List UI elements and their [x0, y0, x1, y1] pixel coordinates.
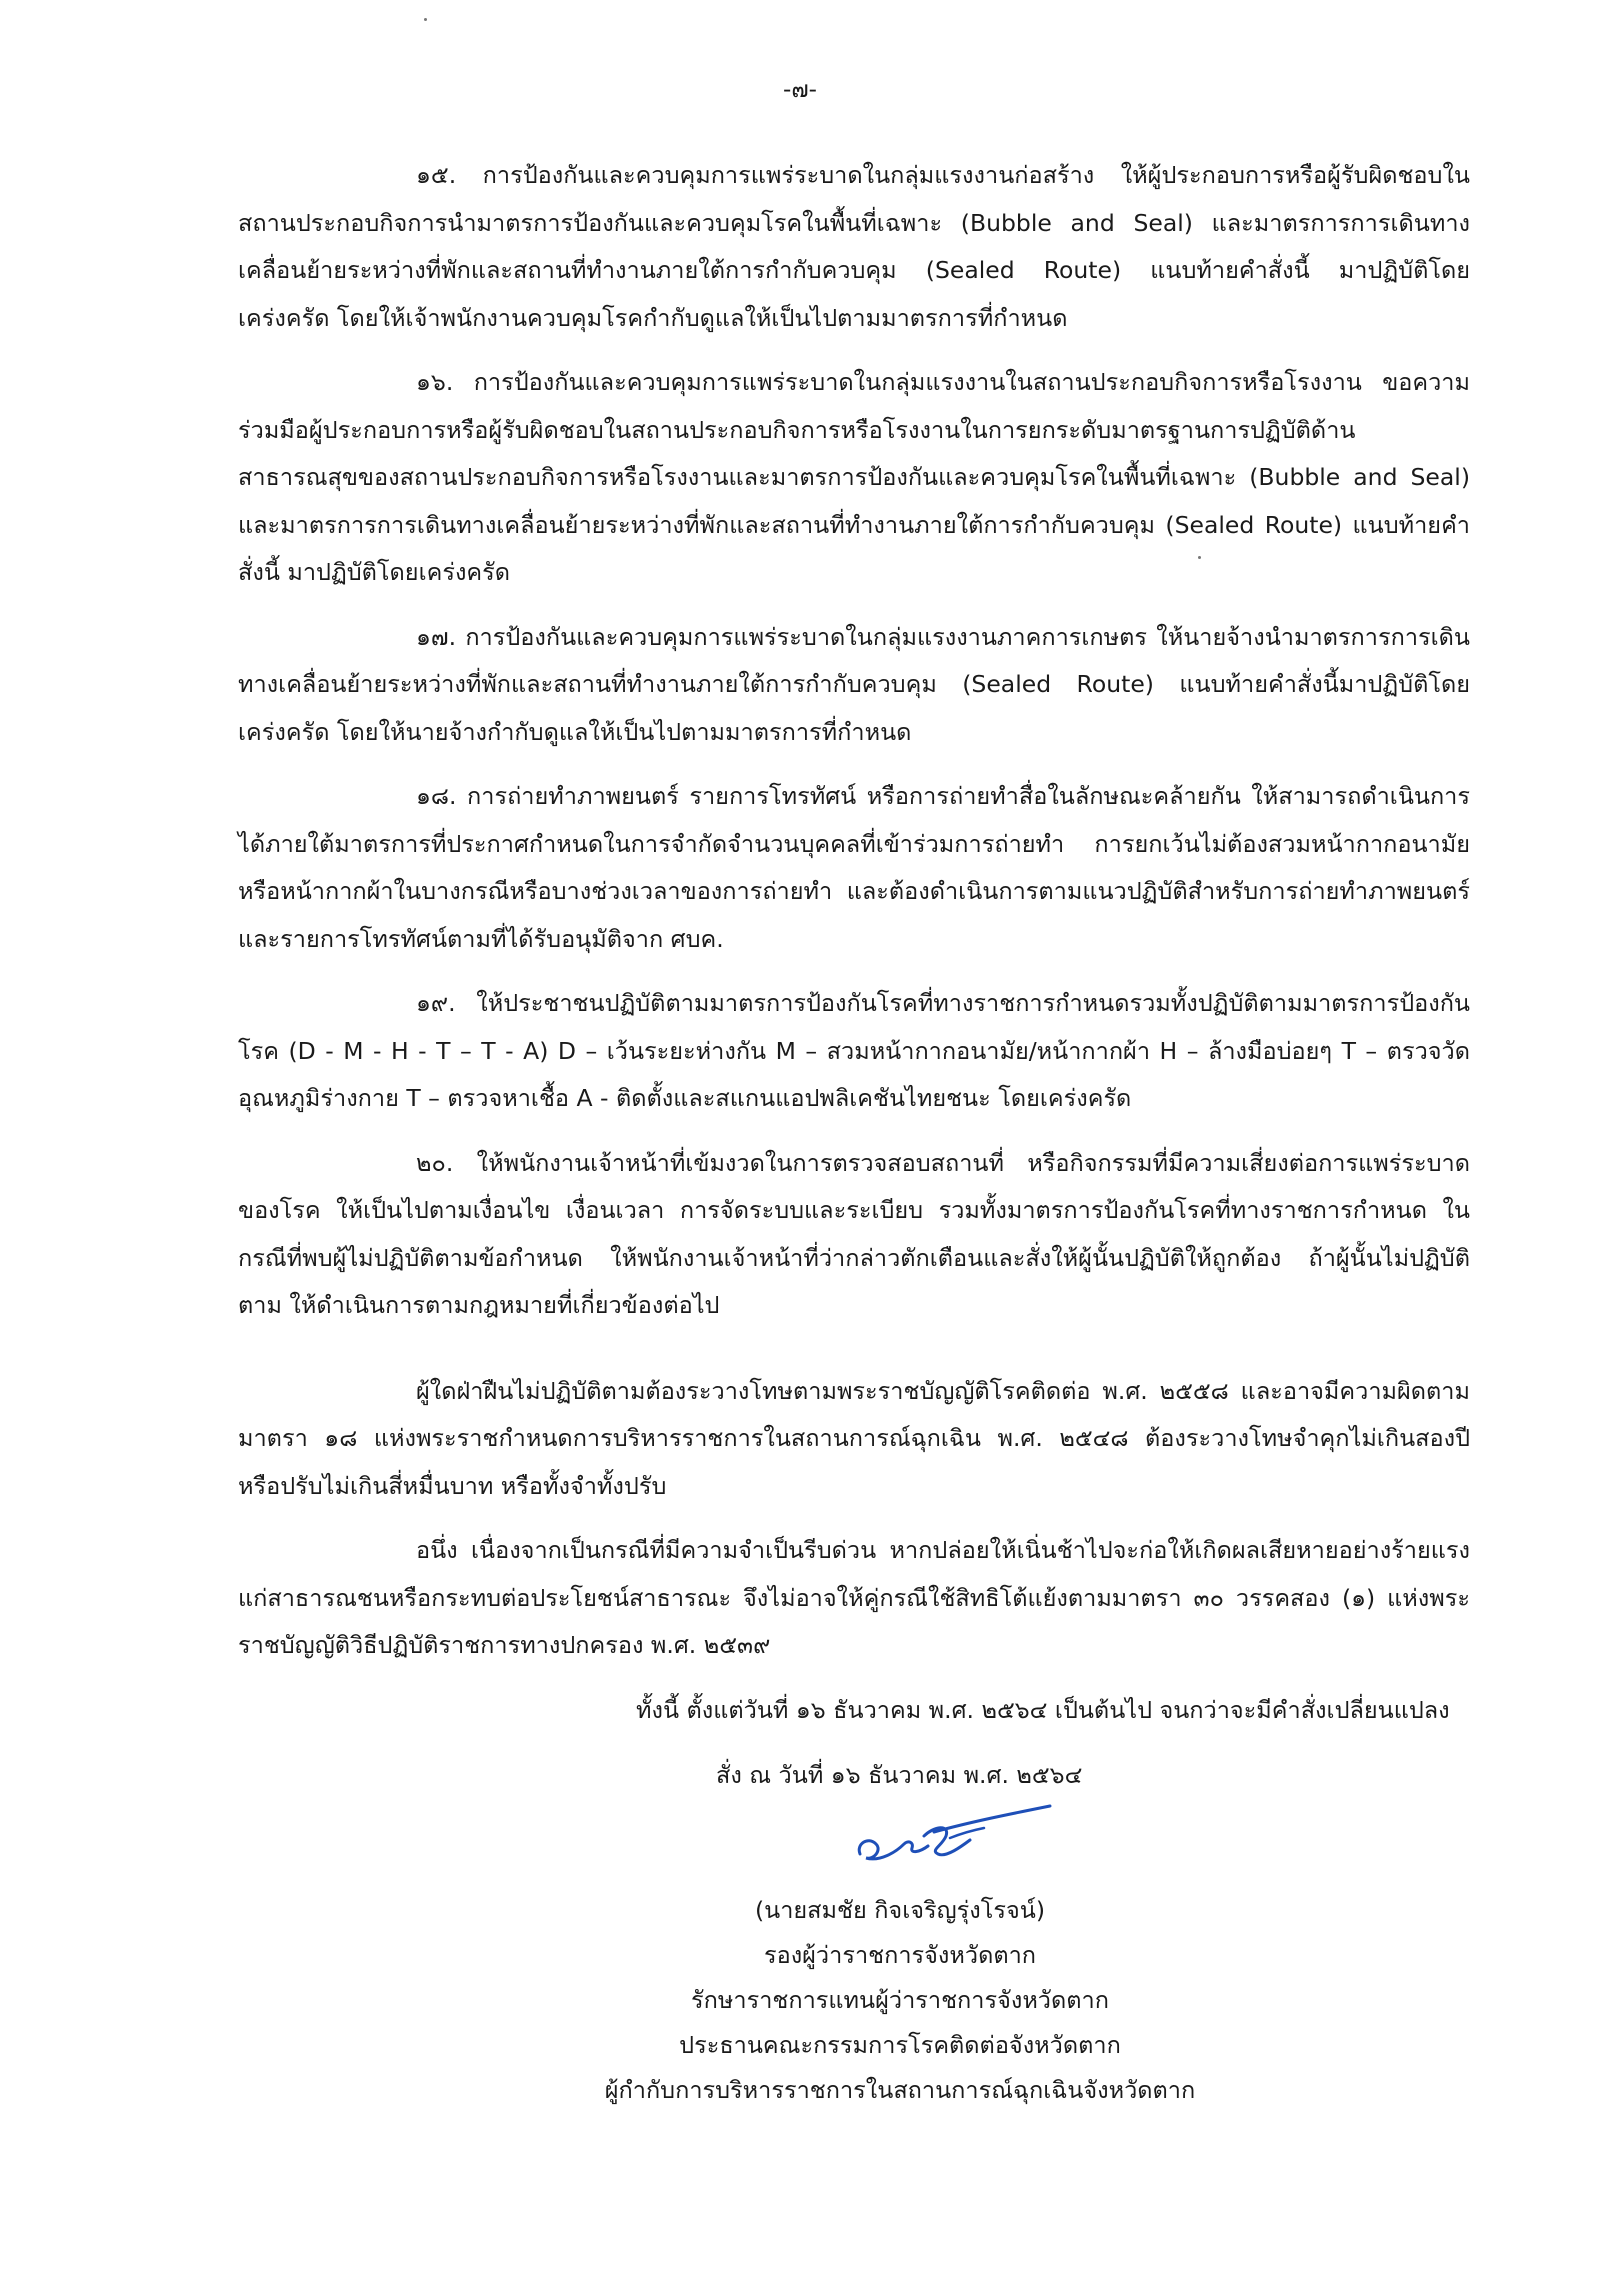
- signer-committee-position: ประธานคณะกรรมการโรคติดต่อจังหวัดตาก: [679, 2031, 1121, 2059]
- clause-17: ๑๗. การป้องกันและควบคุมการแพร่ระบาดในกลุ่มแรงงานภาคการเกษตร ให้นายจ้างนำมาตรการการเดินทางเคลื่อนย้ายระหว่างที่พักและสถานที่ทำงานภายใต้การกำกับควบคุม (Sealed Route) แนบท้ายคำสั่งนี้มาปฏิบัติโดยเคร่งครัด โดยให้นายจ้างกำกับดูแลให้เป็นไปตามมาตรการที่กำหนด: [238, 622, 1470, 746]
- signer-emergency-position: ผู้กำกับการบริหารราชการในสถานการณ์ฉุกเฉินจังหวัดตาก: [604, 2076, 1196, 2104]
- scan-speck: [424, 18, 427, 21]
- clause-18: ๑๘. การถ่ายทำภาพยนตร์ รายการโทรทัศน์ หรือการถ่ายทำสื่อในลักษณะคล้ายกัน ให้สามารถดำเนินการได้ภายใต้มาตรการที่ประกาศกำหนดในการจำกัดจำนวนบุคคลที่เข้าร่วมการถ่ายทำ การยกเว้นไม่ต้องสวมหน้ากากอนามัยหรือหน้ากากผ้าในบางกรณีหรือบางช่วงเวลาของการถ่ายทำ และต้องดำเนินการตามแนวปฏิบัติสำหรับการถ่ายทำภาพยนตร์และรายการโทรทัศน์ตามที่ได้รับอนุมัติจาก ศบค.: [238, 782, 1470, 953]
- handwritten-signature: [850, 1796, 1060, 1876]
- signer-block: [560, 1888, 1240, 2113]
- signer-acting-position: รักษาราชการแทนผู้ว่าราชการจังหวัดตาก: [691, 1986, 1109, 2014]
- effective-date-line: ทั้งนี้ ตั้งแต่วันที่ ๑๖ ธันวาคม พ.ศ. ๒๕๖๔ เป็นต้นไป จนกว่าจะมีคำสั่งเปลี่ยนแปลง: [636, 1695, 1450, 1724]
- order-date-line: สั่ง ณ วันที่ ๑๖ ธันวาคม พ.ศ. ๒๕๖๔: [716, 1761, 1083, 1789]
- page-number: -๗-: [783, 77, 817, 103]
- clause-16: ๑๖. การป้องกันและควบคุมการแพร่ระบาดในกลุ่มแรงงานในสถานประกอบกิจการหรือโรงงาน ขอความร่วมมือผู้ประกอบการหรือผู้รับผิดชอบในสถานประกอบกิจการหรือโรงงานในการยกระดับมาตรฐานการปฏิบัติด้านสาธารณสุขของสถานประกอบกิจการหรือโรงงานและมาตรการป้องกันและควบคุมโรคในพื้นที่เฉพาะ (Bubble and Seal) และมาตรการการเดินทางเคลื่อนย้ายระหว่างที่พักและสถานที่ทำงานภายใต้การกำกับควบคุม (Sealed Route) แนบท้ายคำสั่งนี้ มาปฏิบัติโดยเคร่งครัด: [238, 368, 1470, 586]
- clause-15: ๑๕. การป้องกันและควบคุมการแพร่ระบาดในกลุ่มแรงงานก่อสร้าง ให้ผู้ประกอบการหรือผู้รับผิดชอบในสถานประกอบกิจการนำมาตรการป้องกันและควบคุมโรคในพื้นที่เฉพาะ (Bubble and Seal) และมาตรการการเดินทางเคลื่อนย้ายระหว่างที่พักและสถานที่ทำงานภายใต้การกำกับควบคุม (Sealed Route) แนบท้ายคำสั่งนี้ มาปฏิบัติโดยเคร่งครัด โดยให้เจ้าพนักงานควบคุมโรคกำกับดูแลให้เป็นไปตามมาตรการที่กำหนด: [238, 161, 1470, 332]
- clause-19: ๑๙. ให้ประชาชนปฏิบัติตามมาตรการป้องกันโรคที่ทางราชการกำหนดรวมทั้งปฏิบัติตามมาตรการป้องกันโรค (D - M - H - T – T - A) D – เว้นระยะห่างกัน M – สวมหน้ากากอนามัย/หน้ากากผ้า H – ล้างมือบ่อยๆ T – ตรวจวัดอุณหภูมิร่างกาย T – ตรวจหาเชื้อ A - ติดตั้งและสแกนแอปพลิเคชันไทยชนะ โดยเคร่งครัด: [238, 989, 1470, 1112]
- signer-name: (นายสมชัย กิจเจริญรุ่งโรจน์): [754, 1896, 1045, 1924]
- penalty-paragraph: ผู้ใดฝ่าฝืนไม่ปฏิบัติตามต้องระวางโทษตามพระราชบัญญัติโรคติดต่อ พ.ศ. ๒๕๕๘ และอาจมีความผิดตามมาตรา ๑๘ แห่งพระราชกำหนดการบริหารราชการในสถานการณ์ฉุกเฉิน พ.ศ. ๒๕๔๘ ต้องระวางโทษจำคุกไม่เกินสองปี หรือปรับไม่เกินสี่หมื่นบาท หรือทั้งจำทั้งปรับ: [238, 1376, 1470, 1500]
- clause-20: ๒๐. ให้พนักงานเจ้าหน้าที่เข้มงวดในการตรวจสอบสถานที่ หรือกิจกรรมที่มีความเสี่ยงต่อการแพร่ระบาดของโรค ให้เป็นไปตามเงื่อนไข เงื่อนเวลา การจัดระบบและระเบียบ รวมทั้งมาตรการป้องกันโรคที่ทางราชการกำหนด ในกรณีที่พบผู้ไม่ปฏิบัติตามข้อกำหนด ให้พนักงานเจ้าหน้าที่ว่ากล่าวตักเตือนและสั่งให้ผู้นั้นปฏิบัติให้ถูกต้อง ถ้าผู้นั้นไม่ปฏิบัติตาม ให้ดำเนินการตามกฎหมายที่เกี่ยวข้องต่อไป: [238, 1148, 1470, 1319]
- signer-position: รองผู้ว่าราชการจังหวัดตาก: [763, 1941, 1037, 1969]
- document-body: [238, 152, 1470, 1800]
- urgency-paragraph: อนึ่ง เนื่องจากเป็นกรณีที่มีความจำเป็นรีบด่วน หากปล่อยให้เนิ่นช้าไปจะก่อให้เกิดผลเสียหายอย่างร้ายแรงแก่สาธารณชนหรือกระทบต่อประโยชน์สาธารณะ จึงไม่อาจให้คู่กรณีใช้สิทธิโต้แย้งตามมาตรา ๓๐ วรรคสอง (๑) แห่งพระราชบัญญัติวิธีปฏิบัติราชการทางปกครอง พ.ศ. ๒๕๓๙: [238, 1536, 1470, 1659]
